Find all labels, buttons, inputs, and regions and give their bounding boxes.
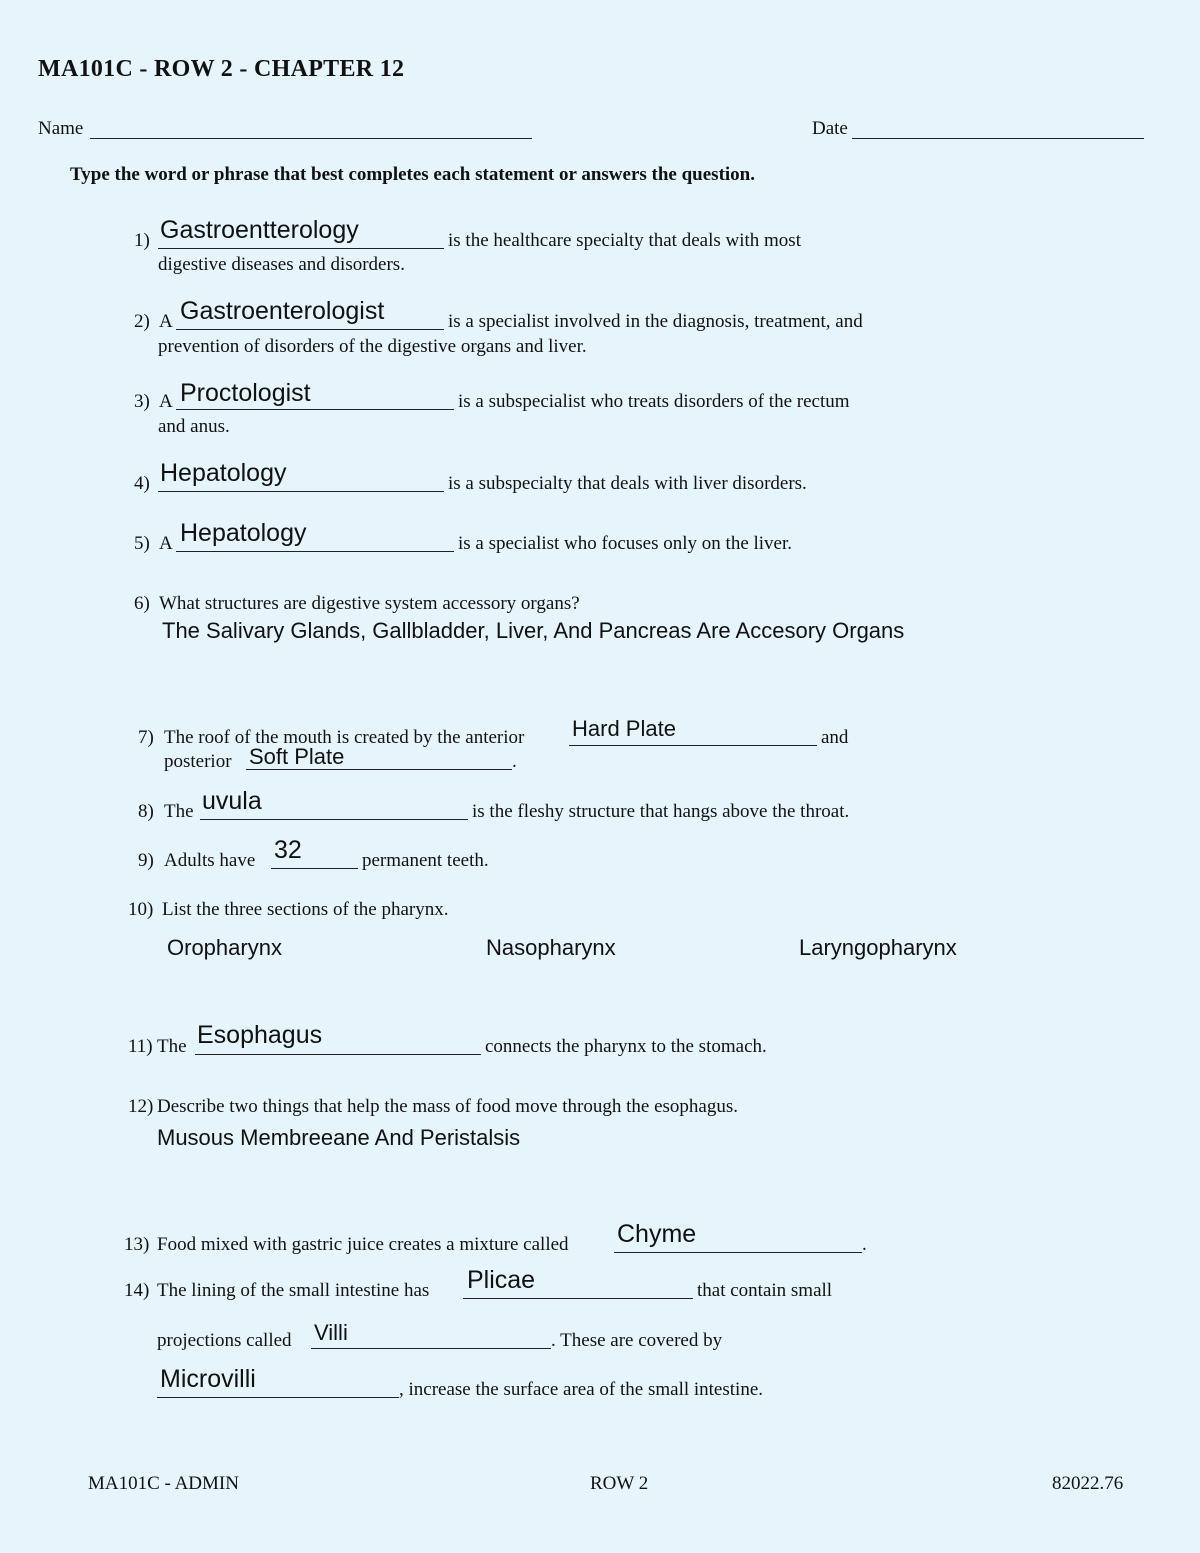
question-text: Adults have [164,850,256,871]
answer-field[interactable]: Esophagus [197,1021,323,1049]
answer-field[interactable]: Gastroenterologist [180,297,385,325]
question-text: . [512,751,517,772]
question-number: 4) [134,473,150,494]
question-text: Describe two things that help the mass of food move through the esophagus. [157,1096,738,1117]
question-text: that contain small [697,1280,833,1301]
question-text: . [862,1234,867,1255]
answer-line [195,1054,481,1055]
footer-right: 82022.76 [1052,1473,1124,1494]
answer-field[interactable]: Microvilli [160,1365,256,1393]
footer-left: MA101C - ADMIN [88,1473,239,1494]
question-number: 3) [134,391,150,412]
answer-field[interactable]: Nasopharynx [486,935,616,960]
question-text: digestive diseases and disorders. [158,254,405,275]
question-text: , increase the surface area of the small intestine. [399,1379,763,1400]
question-text: posterior [164,751,232,772]
answer-field[interactable]: Hepatology [160,459,287,487]
question-text: permanent teeth. [362,850,489,871]
question-number: 1) [134,230,150,251]
answer-line [463,1298,693,1299]
answer-line [158,491,444,492]
answer-field[interactable]: Oropharynx [167,935,282,960]
page-title: MA101C - ROW 2 - CHAPTER 12 [38,56,405,82]
answer-line [271,868,358,869]
date-label: Date [812,118,848,139]
answer-field[interactable]: Musous Membreeane And Peristalsis [157,1125,521,1150]
answer-field[interactable]: 32 [274,836,302,864]
answer-field[interactable]: Soft Plate [249,744,345,769]
question-number: 7) [138,727,154,748]
answer-line [176,409,454,410]
question-text: . These are covered by [551,1330,723,1351]
footer-center: ROW 2 [590,1473,649,1494]
question-text: What structures are digestive system accessory organs? [159,593,580,614]
date-field[interactable] [852,138,1144,139]
answer-field[interactable]: Proctologist [180,379,311,407]
answer-field[interactable]: Gastroentterology [160,216,359,244]
question-text: and [821,727,849,748]
answer-field[interactable]: Hard Plate [572,716,676,741]
name-label: Name [38,118,84,139]
answer-line [200,819,468,820]
question-number: 8) [138,801,154,822]
question-text: prevention of disorders of the digestive organs and liver. [158,336,587,357]
answer-field[interactable]: The Salivary Glands, Gallbladder, Liver, And Pancreas Are Accesory Organs [162,618,905,643]
question-text: is a specialist who focuses only on the liver. [458,533,793,554]
answer-field[interactable]: Chyme [617,1220,697,1248]
question-text: is a subspecialty that deals with liver disorders. [448,473,807,494]
question-text: The lining of the small intestine has [157,1280,430,1301]
question-text: and anus. [158,416,230,437]
answer-line [614,1252,862,1253]
question-text: is the fleshy structure that hangs above the throat. [472,801,850,822]
question-number: 5) [134,533,150,554]
answer-field[interactable]: Villi [314,1320,348,1345]
answer-line [158,248,444,249]
question-number: 14) [124,1280,150,1301]
question-number: 2) [134,311,150,332]
answer-line [157,1397,399,1398]
answer-line [176,551,454,552]
question-text: A [159,391,173,412]
question-number: 6) [134,593,150,614]
question-text: The [157,1036,187,1057]
answer-line [176,329,444,330]
question-number: 12) [128,1096,154,1117]
question-text: The roof of the mouth is created by the anterior [164,727,525,748]
question-text: is a subspecialist who treats disorders of the rectum [458,391,850,412]
question-text: is a specialist involved in the diagnosis, treatment, and [448,311,863,332]
answer-line [569,745,817,746]
question-text: List the three sections of the pharynx. [162,899,449,920]
answer-field[interactable]: uvula [202,787,262,815]
question-text: Food mixed with gastric juice creates a mixture called [157,1234,569,1255]
name-field[interactable] [90,138,532,139]
question-text: The [164,801,194,822]
question-number: 10) [128,899,154,920]
question-text: is the healthcare specialty that deals with most [448,230,801,251]
question-number: 13) [124,1234,150,1255]
answer-field[interactable]: Plicae [467,1266,536,1294]
answer-field[interactable]: Laryngopharynx [799,935,957,960]
question-text: A [159,311,173,332]
question-number: 9) [138,850,154,871]
instructions: Type the word or phrase that best completes each statement or answers the question. [70,164,755,185]
answer-field[interactable]: Hepatology [180,519,307,547]
answer-line [311,1348,551,1349]
question-text: A [159,533,173,554]
question-number: 11) [128,1036,153,1057]
question-text: projections called [157,1330,292,1351]
question-text: connects the pharynx to the stomach. [485,1036,767,1057]
